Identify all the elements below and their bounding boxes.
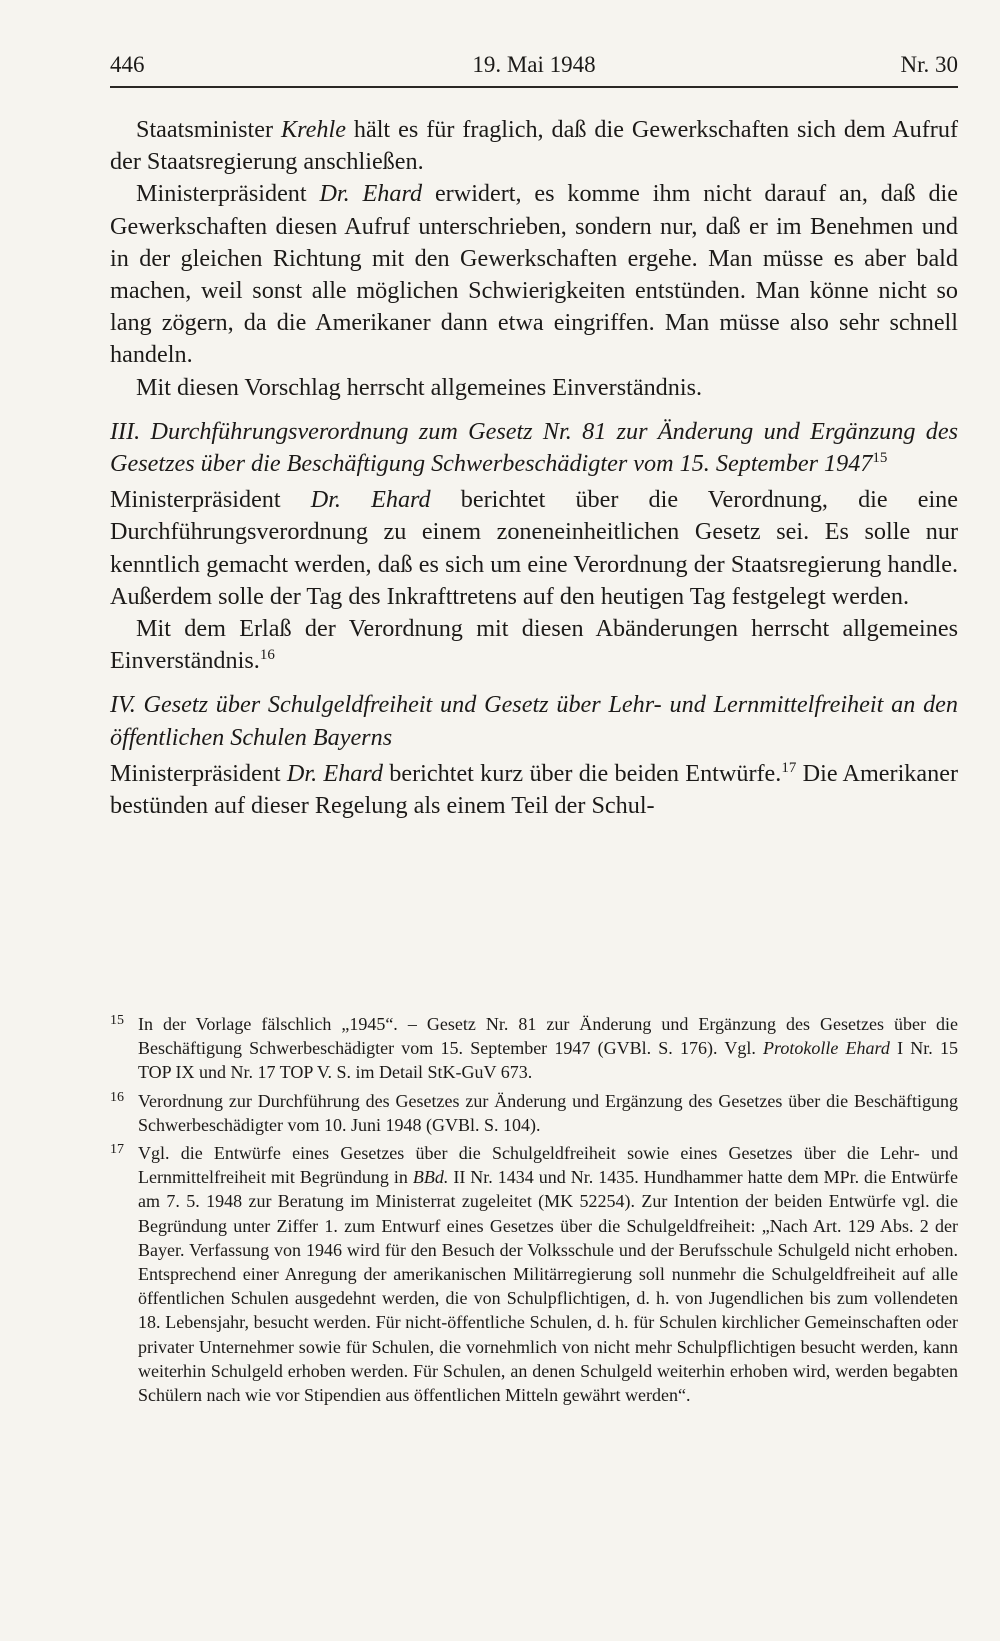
paragraph: Ministerpräsident Dr. Ehard berichtet kurz über die beiden Entwürfe.$^{17}$ Die Amerikaner bestünden auf dieser Regelung als einem Teil der Schul- — [110, 759, 958, 820]
main-text — [110, 114, 958, 822]
header-date: 19. Mai 1948 — [472, 52, 596, 77]
person-name: Dr. Ehard — [319, 180, 423, 208]
running-header — [110, 52, 958, 88]
footnote-15: 15 In der Vorlage fälschlich „1945“. – Gesetz Nr. 81 zur Änderung und Ergänzung des Gesetzes über die Beschäftigung Schwerbeschädigter vom 15. September 1947 (GVBl. S. 176). Vgl. Protokolle Ehard I Nr. 15 TOP IX und Nr. 17 TOP V. S. im Detail StK-GuV 673. — [110, 1012, 958, 1085]
page-number: 446 — [110, 52, 145, 77]
paragraph: Ministerpräsident Dr. Ehard erwidert, es komme ihm nicht darauf an, daß die Gewerkschaften diesen Aufruf unterschrieben, sondern nur, daß er im Benehmen und in der gleichen Richtung mit den Gewerkschaften ergehe. Man müsse es aber bald machen, weil sonst alle möglichen Schwierigkeiten entstünden. Man könne nicht so lang zögern, da die Amerikaner dann etwa eingriffen. Man müsse also sehr schnell handeln. — [110, 180, 958, 369]
person-name: Dr. Ehard — [286, 759, 384, 787]
footnote-number: 17 — [110, 1142, 124, 1158]
document-page — [110, 0, 958, 1641]
paragraph: Ministerpräsident Dr. Ehard berichtet über die Verordnung, die eine Durchführungsverordnung zu einem zoneneinheitlichen Gesetz sei. Es solle nur kenntlich gemacht werden, daß es sich um eine Verordnung der Staatsregierung handle. Außerdem solle der Tag des Inkrafttretens auf den heutigen Tag festgelegt werden. — [110, 486, 959, 610]
paragraph: Mit diesen Vorschlag herrscht allgemeines Einverständnis. — [136, 373, 703, 401]
issue-number: Nr. 30 — [900, 52, 958, 77]
paragraph: Staatsminister Krehle hält es für fraglich, daß die Gewerkschaften sich dem Aufruf der Staatsregierung anschließen. — [110, 116, 958, 176]
footnote-17: 17 Vgl. die Entwürfe eines Gesetzes über die Schulgeldfreiheit sowie eines Gesetzes über die Lehr- und Lernmittelfreiheit mit Begründung in BBd. II Nr. 1434 und Nr. 1435. Hundhammer hatte dem MPr. die Entwürfe am 7. 5. 1948 zur Beratung im Ministerrat zugeleitet (MK 52254). Zur Intention der beiden Entwürfe vgl. die Begründung unter Ziffer 1. zum Entwurf eines Gesetzes über die Schulgeldfreiheit: „Nach Art. 129 Abs. 2 der Bayer. Verfassung von 1946 wird für den Besuch der Volksschule und der Berufsschule Schulgeld nicht erhoben. Entsprechend einer Anregung der amerikanischen Militärregierung soll nunmehr die Schulgeldfreiheit auf alle öffentlichen Schulen ausgedehnt werden, die von Schulpflichtigen, d. h. von Jugendlichen bis zum vollendeten 18. Lebensjahr, besucht werden. Für nicht-öffentliche Schulen, d. h. für Schulen kirchlicher Gemeinschaften oder privater Unternehmer sowie für Schulen, die vornehmlich von nicht mehr Schulpflichtigen besucht werden, kann weiterhin Schulgeld erhoben werden. Für Schulen, an denen Schulgeld weiterhin erhoben wird, werden begabten Schülern nach wie vor Stipendien aus öffentlichen Mitteln gewährt werden“. — [110, 1141, 958, 1407]
footnote-ref[interactable]: 17 — [781, 759, 797, 776]
footnote-ref[interactable]: 16 — [259, 647, 275, 664]
section-heading-iv: IV. Gesetz über Schulgeldfreiheit und Gesetz über Lehr- und Lernmittelfreiheit an den öffentlichen Schulen Bayerns — [110, 691, 958, 751]
paragraph: Mit dem Erlaß der Verordnung mit diesen Abänderungen herrscht allgemeines Einverständnis.$^{16}$ — [110, 615, 958, 675]
footnote-16: 16 Verordnung zur Durchführung des Gesetzes zur Änderung und Ergänzung des Gesetzes über die Beschäftigung Schwerbeschädigter vom 10. Juni 1948 (GVBl. S. 104). — [110, 1089, 958, 1137]
person-name: Dr. Ehard — [310, 486, 431, 514]
footnote-number: 16 — [110, 1089, 124, 1105]
footnote-ref[interactable]: 15 — [872, 449, 888, 466]
footnote-number: 15 — [110, 1013, 124, 1028]
person-name: Krehle — [281, 116, 346, 143]
footnotes — [110, 1012, 958, 1411]
section-heading-iii: III. Durchführungsverordnung zum Gesetz Nr. 81 zur Änderung und Ergänzung des Gesetzes über die Beschäftigung Schwerbeschädigter vom 15. September 1947$^{15}$ — [110, 417, 958, 478]
